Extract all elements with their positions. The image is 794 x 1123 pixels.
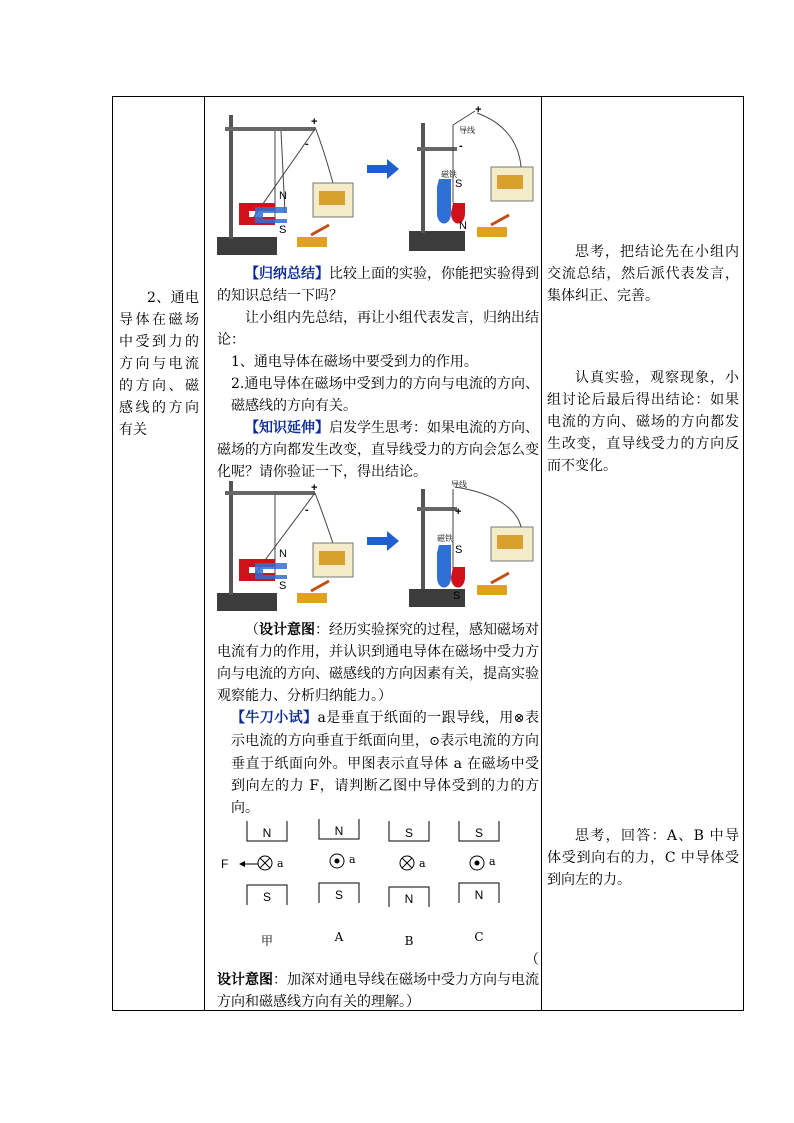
try-paragraph: 【牛刀小试】a是垂直于纸面的一跟导线，用⊗表示电流的方向垂直于纸面向里，⊙表示电流的方向垂直于纸面向外。甲图表示直导体 a 在磁场中受到向左的力 F，请判断乙图中导体受到的力的方向。 [231, 710, 539, 816]
extend-tag: 【知识延伸】 [245, 420, 329, 436]
svg-text:S: S [455, 178, 463, 190]
svg-text:S: S [279, 580, 287, 592]
svg-text:S: S [279, 224, 287, 236]
topic-cell [119, 287, 199, 441]
svg-text:甲: 甲 [260, 934, 274, 948]
svg-text:C: C [474, 930, 484, 944]
svg-text:磁铁: 磁铁 [437, 534, 453, 543]
svg-text:S: S [262, 890, 272, 904]
summary-paragraph: 【归纳总结】比较上面的实验，你能把实验得到的知识总结一下吗？ [217, 266, 539, 304]
quiz-diagrams [221, 815, 521, 965]
stand-base [217, 237, 277, 255]
current-out-symbol: ⊙ [429, 734, 440, 749]
svg-text:a: a [349, 853, 356, 866]
svg-text:a: a [277, 857, 284, 870]
column-divider-2 [541, 97, 542, 1010]
svg-text:+: + [311, 116, 318, 128]
panel-b [389, 821, 429, 948]
svg-text:+: + [311, 482, 318, 494]
panel-a [319, 819, 359, 944]
svg-text:B: B [404, 934, 414, 948]
magnet-blue [255, 207, 287, 223]
panel-jia [221, 821, 287, 948]
transition-arrow [367, 159, 399, 179]
svg-text:N: N [279, 548, 287, 560]
apparatus-figure-1 [215, 103, 539, 259]
panel-c [459, 821, 499, 944]
stand-arm [225, 127, 315, 131]
extend-paragraph: 【知识延伸】启发学生思考：如果电流的方向、磁场的方向都发生改变，直导线受力的方向会怎么变化呢？请你验证一下，得出结论。 [217, 420, 539, 480]
svg-text:-: - [459, 140, 463, 152]
response-1: 思考，把结论先在小组内交流总结，然后派代表发言，集体纠正、完善。 [547, 244, 739, 304]
lesson-table [112, 96, 744, 1011]
response-3: 思考，回答：A、B 中导体受到向右的力，C 中导体受到向左的力。 [547, 828, 739, 888]
summary-tag: 【归纳总结】 [245, 266, 329, 282]
svg-text:S: S [334, 888, 344, 902]
svg-text:S: S [474, 826, 484, 840]
svg-text:N: N [334, 824, 344, 838]
group-paragraph: 让小组内先总结，再让小组代表发言，归纳出结论： [217, 310, 539, 348]
switch [297, 237, 327, 247]
svg-text:导线: 导线 [459, 126, 475, 135]
paren-open: （ [525, 952, 539, 968]
svg-text:-: - [305, 138, 309, 150]
try-tag: 【牛刀小试】 [231, 710, 318, 726]
svg-text:F: F [221, 857, 229, 871]
svg-text:N: N [279, 190, 287, 202]
apparatus-figure-2 [215, 479, 539, 615]
svg-text:S: S [404, 826, 414, 840]
topic-text: 2、通电导体在磁场中受到力的方向与电流的方向、磁感线的方向有关 [119, 290, 199, 438]
conclusion-2: 2.通电导体在磁场中受到力的方向与电流的方向、磁感线的方向有关。 [231, 376, 539, 414]
svg-text:N: N [459, 220, 467, 232]
column-divider-1 [204, 97, 205, 1010]
conclusion-1: 1、通电导体在磁场中要受到力的作用。 [231, 354, 478, 370]
svg-text:-: - [305, 504, 309, 516]
svg-text:a: a [419, 857, 426, 870]
svg-text:+: + [475, 104, 482, 116]
design-intent-2: 设计意图：加深对通电导线在磁场中受力方向与电流方向和磁感线方向有关的理解。） [217, 972, 539, 1010]
stand-pole [229, 115, 233, 239]
svg-text:S: S [453, 590, 461, 602]
current-in-symbol: ⊗ [513, 711, 525, 726]
svg-text:磁铁: 磁铁 [441, 170, 457, 179]
design-intent-1: （设计意图：经历实验探究的过程，感知磁场对电流有力的作用，并认识到通电导体在磁场中受力方向与电流的方向、磁感线的方向因素有关，提高实验观察能力、分析归纳能力。） [217, 622, 539, 704]
svg-text:N: N [474, 888, 484, 902]
svg-text:+: + [455, 506, 462, 518]
svg-text:S: S [455, 544, 463, 556]
response-2: 认真实验，观察现象，小组讨论后最后得出结论：如果电流的方向、磁场的方向都发生改变，直导线受力的方向反而不变化。 [547, 370, 739, 474]
svg-text:导线: 导线 [451, 480, 467, 489]
svg-text:A: A [334, 930, 344, 944]
svg-text:N: N [262, 826, 272, 840]
svg-text:N: N [404, 892, 414, 906]
svg-text:a: a [489, 855, 496, 868]
